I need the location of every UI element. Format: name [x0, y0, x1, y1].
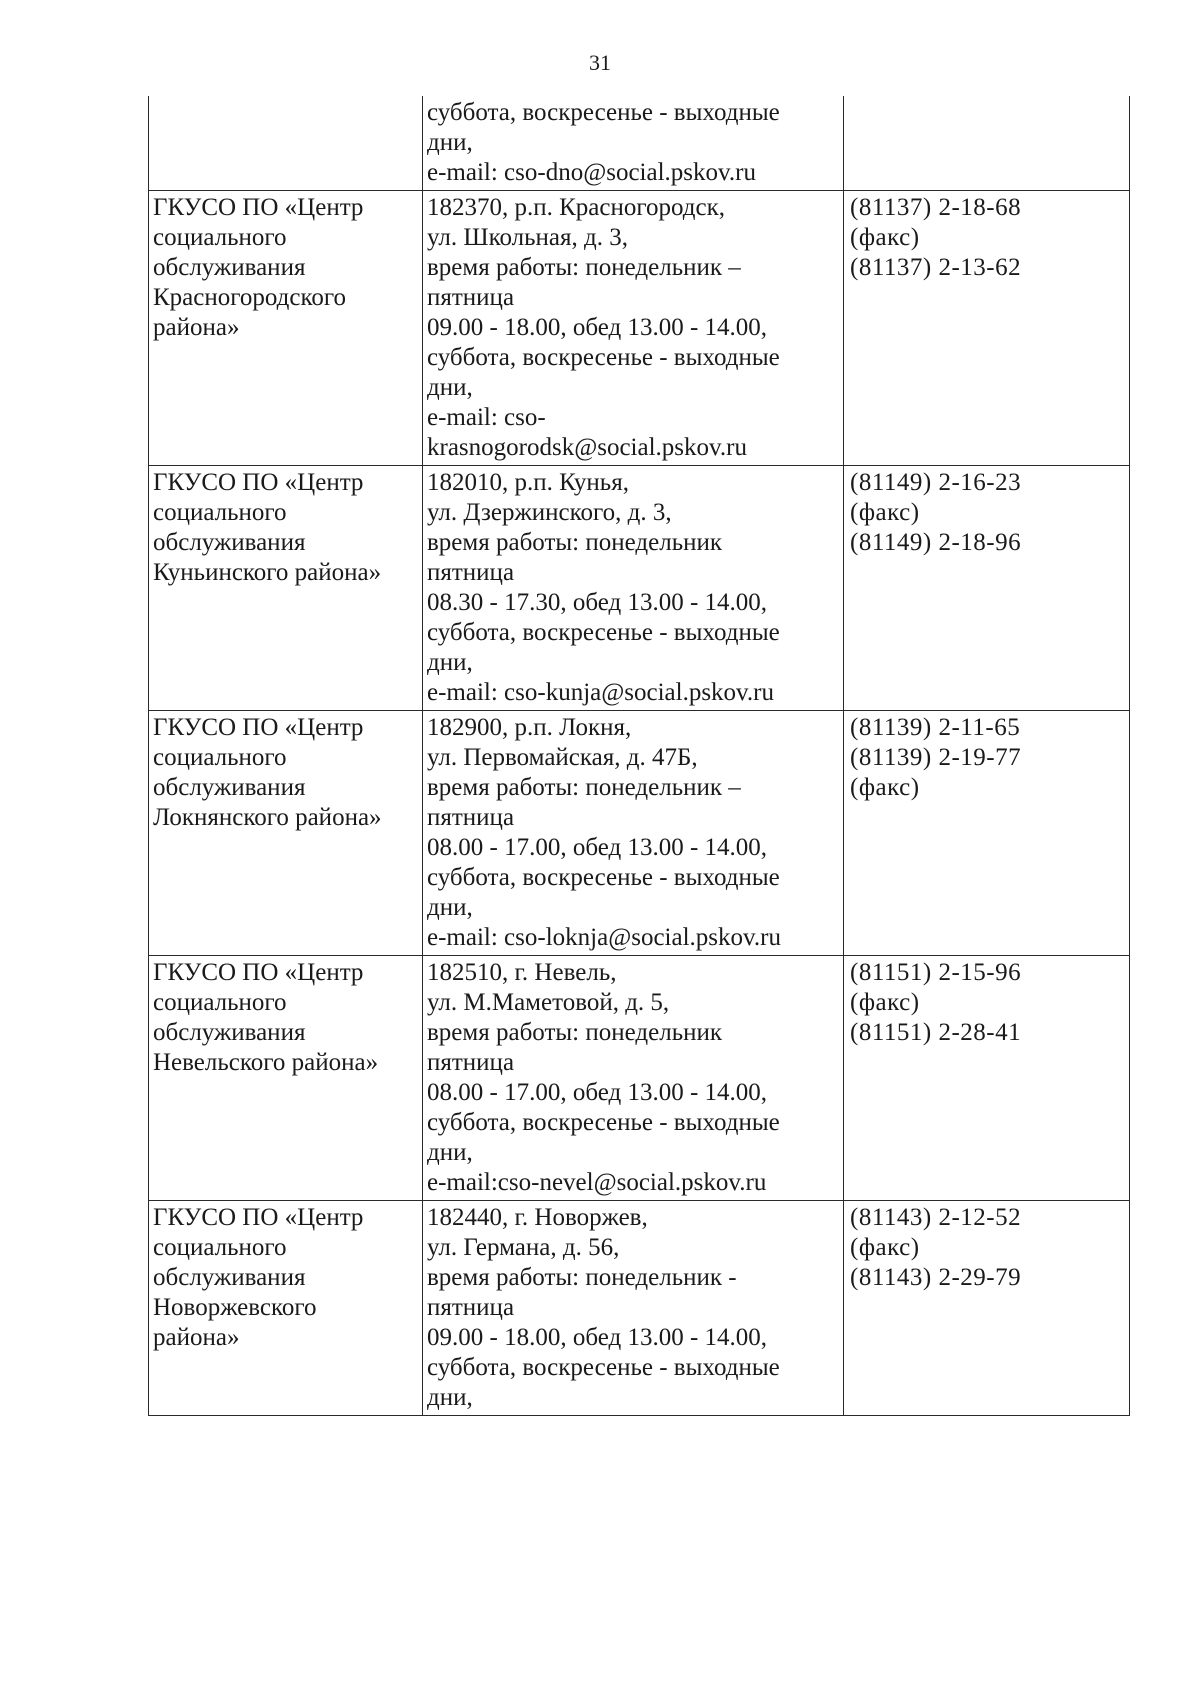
- table-row: [148, 710, 1130, 955]
- email-line: e-mail:cso-nevel@social.pskov.ru: [427, 1169, 767, 1196]
- address-line: дни,: [427, 894, 473, 921]
- address-line: суббота, воскресенье - выходные: [427, 344, 780, 371]
- organization-line: Невельского района»: [153, 1049, 379, 1076]
- address-line: пятница: [427, 1049, 515, 1076]
- address-cell: [422, 191, 844, 465]
- organization-cell: [148, 96, 422, 190]
- phone-cell: [844, 1201, 1130, 1415]
- address-line: суббота, воскресенье - выходные: [427, 1354, 780, 1381]
- address-line: дни,: [427, 1139, 473, 1166]
- organization-line: социального: [153, 499, 287, 526]
- address-line: ул. Школьная, д. 3,: [427, 224, 628, 251]
- phone-line: (81137) 2-13-62: [850, 254, 1022, 281]
- organization-line: социального: [153, 744, 287, 771]
- email-line: e-mail: cso-loknja@social.pskov.ru: [427, 924, 781, 951]
- address-cell: [422, 1201, 844, 1415]
- address-line: ул. Первомайская, д. 47Б,: [427, 744, 698, 771]
- phone-cell: [844, 191, 1130, 465]
- table-row: [148, 465, 1130, 710]
- table-row: [148, 190, 1130, 465]
- email-line: e-mail: cso-kunja@social.pskov.ru: [427, 679, 775, 706]
- phone-line: (81139) 2-19-77: [850, 744, 1022, 771]
- organization-cell: [148, 191, 422, 465]
- address-line: 09.00 - 18.00, обед 13.00 - 14.00,: [427, 1324, 768, 1351]
- address-line: 08.00 - 17.00, обед 13.00 - 14.00,: [427, 834, 768, 861]
- address-cell: [422, 711, 844, 955]
- address-line: пятница: [427, 284, 515, 311]
- address-line: дни,: [427, 1384, 473, 1411]
- organization-line: Красногородского: [153, 284, 346, 311]
- organization-line: социального: [153, 224, 287, 251]
- organization-line: социального: [153, 1234, 287, 1261]
- address-line: время работы: понедельник: [427, 1019, 722, 1046]
- email-line: e-mail: cso-dno@social.pskov.ru: [427, 159, 756, 186]
- address-line: дни,: [427, 129, 473, 156]
- phone-line: (81143) 2-29-79: [850, 1264, 1022, 1291]
- phone-line: (81149) 2-16-23: [850, 469, 1022, 496]
- organization-line: района»: [153, 314, 240, 341]
- email-line: krasnogorodsk@social.pskov.ru: [427, 434, 747, 461]
- organization-line: социального: [153, 989, 287, 1016]
- phone-cell: [844, 96, 1130, 190]
- email-line: e-mail: cso-: [427, 404, 546, 431]
- address-line: дни,: [427, 649, 473, 676]
- organization-line: обслуживания: [153, 1264, 306, 1291]
- organization-line: Новоржевского: [153, 1294, 317, 1321]
- organization-line: ГКУСО ПО «Центр: [153, 194, 364, 221]
- phone-line: (81139) 2-11-65: [850, 714, 1021, 741]
- organization-line: обслуживания: [153, 254, 306, 281]
- organization-line: ГКУСО ПО «Центр: [153, 469, 364, 496]
- phone-line: (факс): [850, 499, 920, 526]
- organization-line: ГКУСО ПО «Центр: [153, 1204, 364, 1231]
- phone-line: (факс): [850, 989, 920, 1016]
- page-number: 31: [589, 50, 611, 75]
- address-line: дни,: [427, 374, 473, 401]
- organization-line: Куньинского района»: [153, 559, 382, 586]
- phone-cell: [844, 956, 1130, 1200]
- address-line: суббота, воскресенье - выходные: [427, 1109, 780, 1136]
- address-line: ул. М.Маметовой, д. 5,: [427, 989, 670, 1016]
- address-line: 182010, р.п. Кунья,: [427, 469, 629, 496]
- address-line: время работы: понедельник -: [427, 1264, 737, 1291]
- address-line: пятница: [427, 804, 515, 831]
- address-line: ул. Германа, д. 56,: [427, 1234, 620, 1261]
- table-row: [148, 1200, 1130, 1416]
- organization-line: обслуживания: [153, 774, 306, 801]
- address-line: время работы: понедельник: [427, 529, 722, 556]
- address-line: суббота, воскресенье - выходные: [427, 99, 780, 126]
- institutions-table: [148, 96, 1130, 1416]
- address-line: суббота, воскресенье - выходные: [427, 619, 780, 646]
- organization-line: района»: [153, 1324, 240, 1351]
- address-cell: [422, 956, 844, 1200]
- organization-line: обслуживания: [153, 1019, 306, 1046]
- phone-cell: [844, 466, 1130, 710]
- phone-line: (81143) 2-12-52: [850, 1204, 1022, 1231]
- organization-line: обслуживания: [153, 529, 306, 556]
- address-cell: [422, 466, 844, 710]
- address-line: 182510, г. Невель,: [427, 959, 617, 986]
- phone-line: (81151) 2-28-41: [850, 1019, 1022, 1046]
- address-line: 09.00 - 18.00, обед 13.00 - 14.00,: [427, 314, 768, 341]
- address-line: 182440, г. Новоржев,: [427, 1204, 648, 1231]
- organization-line: ГКУСО ПО «Центр: [153, 714, 364, 741]
- address-line: пятница: [427, 1294, 515, 1321]
- address-line: 182900, р.п. Локня,: [427, 714, 632, 741]
- address-line: 182370, р.п. Красногородск,: [427, 194, 725, 221]
- phone-line: (факс): [850, 774, 920, 801]
- phone-line: (факс): [850, 1234, 920, 1261]
- organization-cell: [148, 466, 422, 710]
- address-line: суббота, воскресенье - выходные: [427, 864, 780, 891]
- table-row: [148, 96, 1130, 190]
- organization-cell: [148, 956, 422, 1200]
- phone-line: (81151) 2-15-96: [850, 959, 1022, 986]
- phone-line: (81149) 2-18-96: [850, 529, 1022, 556]
- address-line: 08.00 - 17.00, обед 13.00 - 14.00,: [427, 1079, 768, 1106]
- address-line: 08.30 - 17.30, обед 13.00 - 14.00,: [427, 589, 768, 616]
- address-line: пятница: [427, 559, 515, 586]
- address-line: время работы: понедельник –: [427, 774, 741, 801]
- organization-line: ГКУСО ПО «Центр: [153, 959, 364, 986]
- phone-cell: [844, 711, 1130, 955]
- address-line: ул. Дзержинского, д. 3,: [427, 499, 672, 526]
- table-row: [148, 955, 1130, 1200]
- organization-cell: [148, 1201, 422, 1415]
- phone-line: (81137) 2-18-68: [850, 194, 1022, 221]
- organization-line: Локнянского района»: [153, 804, 382, 831]
- address-cell: [422, 96, 844, 190]
- address-line: время работы: понедельник –: [427, 254, 741, 281]
- phone-line: (факс): [850, 224, 920, 251]
- organization-cell: [148, 711, 422, 955]
